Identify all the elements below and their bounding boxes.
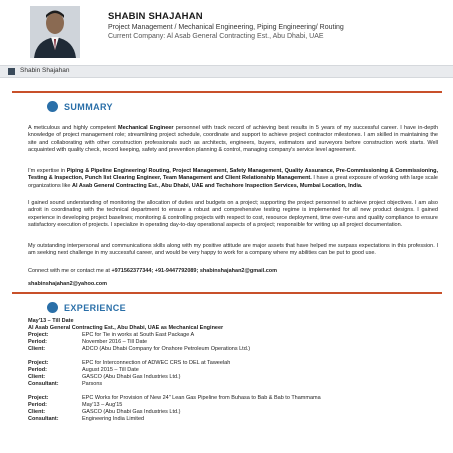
project-row-label: Client: <box>28 346 46 352</box>
candidate-role: Project Management / Mechanical Engineering, Piping Engineering/ Routing <box>108 24 344 31</box>
project-row-label: Consultant: <box>28 416 59 422</box>
summary-paragraph-3: I gained sound understanding of monitoring the allocation of duties and budgets on a project; supporting the project personnel to achieve project objectives. I am also adroit in coordinating with the technical department to ensure a robust and comprehensive testing regime is implemented for all new product designs. I gained experience in developing project baselines; monitoring & controlling projects with respect to cost, resource deployment, time over-runs and quality compliance to ensure satisfactory execution of projects. I specialize in operating day-to-day operational aspects of a project; responsible for writing up all project documentation. <box>28 200 438 228</box>
summary-icon <box>47 101 58 112</box>
project-row-label: Client: <box>28 409 46 415</box>
text-run: +971562377344; +91-9447792089; shabinshajahan2@gmail.com <box>111 268 278 274</box>
profile-bar <box>0 65 453 78</box>
experience-icon <box>47 302 58 313</box>
experience-period: May'13 – Till Date <box>28 318 74 324</box>
experience-title: EXPERIENCE <box>64 303 127 313</box>
candidate-name: SHABIN SHAJAHAN <box>108 11 203 22</box>
project-row-label: Project: <box>28 360 49 366</box>
text-run: Al Asab General Contracting Est., Abu Dhabi, UAE and Techshore Inspection Services, Mumbai Location, India. <box>72 182 363 189</box>
summary-paragraph-4: My outstanding interpersonal and communications skills along with my positive attitude are major assets that have helped me surpass expectations in this profession. I am seeking next challenge in my successful career, and would be very happy to work for a company where my abilities can be put to good use. <box>28 243 438 257</box>
experience-employer: Al Asab General Contracting Est., Abu Dhabi, UAE as Mechanical Engineer <box>28 325 224 331</box>
project-row-value: November 2016 – Till Date <box>82 339 148 345</box>
project-row-label: Period: <box>28 367 47 373</box>
project-row-label: Project: <box>28 395 49 401</box>
project-row-label: Project: <box>28 332 49 338</box>
project-row-label: Period: <box>28 339 47 345</box>
profile-bar-name: Shabin Shajahan <box>20 67 70 74</box>
project-row-value: EPC for Tie in works at South East Package A <box>82 332 195 338</box>
person-icon <box>30 6 80 58</box>
project-row-value: GASCO (Abu Dhabi Gas Industries Ltd.) <box>82 374 181 380</box>
project-row-value: EPC for Interconnection of ADWEC CRS to DEL at Taweelah <box>82 360 231 366</box>
text-run: I'm expertise in <box>28 168 67 174</box>
text-run: A meticulous and highly competent <box>28 125 119 131</box>
text-run: Mechanical Engineer <box>118 125 174 131</box>
resume-header <box>0 0 453 62</box>
experience-divider <box>12 292 442 294</box>
current-company: Current Company: Al Asab General Contracting Est., Abu Dhabi, UAE <box>108 33 324 40</box>
summary-divider <box>12 91 442 93</box>
text-run: personnel with track record of achieving best results in 5 years of my successful career. I have in-depth knowledge of project management role; streamlining project schedule, coordinate and support to achieve project contractor milestones. I am skilled in maintaining the site and collaborating with other construction professionals such as architects, engineers, buyers, estimators and surveyors before construction work starts. Well acquainted with quality check, record keeping, safety and prevention planning & control, managing company's service level agreement. <box>28 125 439 153</box>
project-row-label: Client: <box>28 374 46 380</box>
project-row-label: Consultant: <box>28 381 59 387</box>
contact-line <box>28 268 277 274</box>
project-row-value: May'13 – Aug'15 <box>82 402 123 408</box>
project-row-label: Period: <box>28 402 47 408</box>
project-row-value: Parsons <box>82 381 103 387</box>
text-run: Connect with me or contact me at <box>28 268 112 274</box>
summary-paragraph-2 <box>28 168 438 190</box>
profile-photo <box>30 6 80 58</box>
project-row-value: GASCO (Abu Dhabi Gas Industries Ltd.) <box>82 409 181 415</box>
project-row-value: ADCO (Abu Dhabi Company for Onshore Petroleum Operations Ltd.) <box>82 346 251 352</box>
text-run: I have a great exposure of working with large scale organizations like <box>28 175 438 189</box>
linkedin-icon <box>8 68 15 75</box>
summary-paragraph-1 <box>28 125 438 154</box>
project-row-value: August 2015 – Till Date <box>82 367 139 373</box>
contact-email-2: shabinshajahan2@yahoo.com <box>28 281 108 287</box>
project-row-value: EPC Works for Provision of New 24" Lean Gas Pipeline from Buhasa to Bab & Bab to Thammama <box>82 395 321 401</box>
text-run: Piping & Pipeline Engineering/ Routing, Project Management, Safety Management, Quality Assurance, Pre-Commissioning & Commissioning, Testing & Inspection, Punch list Clearing Engineer, Team Management and Client Relationship Management. <box>28 168 438 182</box>
project-row-value: Engineering India Limited <box>82 416 145 422</box>
summary-title: SUMMARY <box>64 102 113 112</box>
